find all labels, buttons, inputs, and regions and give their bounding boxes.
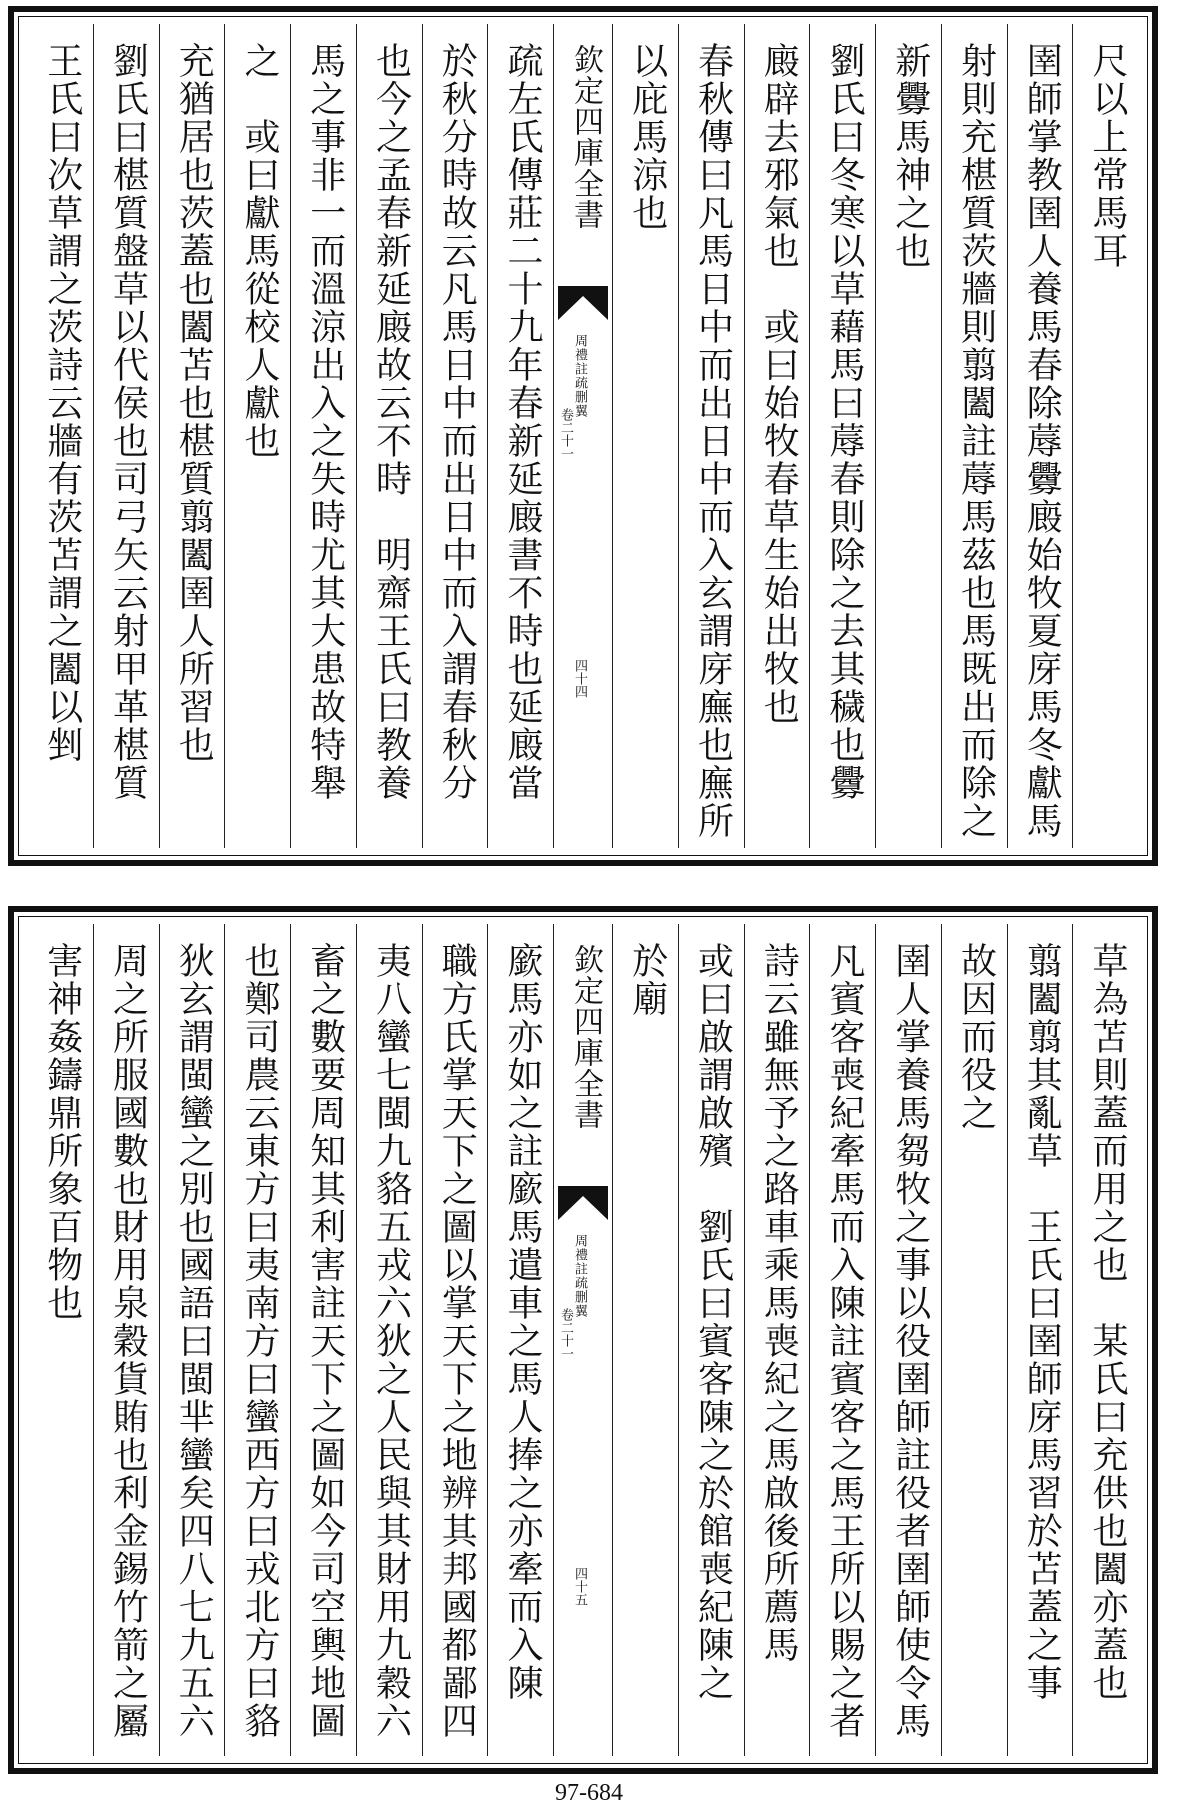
- fish-tail-ornament-icon: [558, 286, 608, 320]
- column-text: 疏左氏傳莊二十九年春新延廄書不時也延廄當: [502, 42, 543, 802]
- column-text: 春秋傳曰凡馬日中而出日中而入玄謂庌廡也廡所: [692, 42, 734, 840]
- text-column: [941, 24, 1007, 848]
- banner-page-number: 四十四: [572, 659, 587, 698]
- text-column: [809, 24, 875, 848]
- banner-volume: 卷二十一: [558, 408, 573, 460]
- column-text: 狄玄謂閩蠻之別也國語曰閩芈蠻矣四八七九五六: [173, 942, 215, 1740]
- top-page-columns: [28, 24, 1138, 848]
- column-text: 以庇馬涼也: [626, 42, 668, 232]
- column-text: 劉氏曰椹質盤草以代侯也司弓矢云射甲革椹質: [107, 42, 149, 802]
- column-text: 草為苫則蓋而用之也 某氏曰充供也闔亦蓋也: [1087, 942, 1128, 1702]
- column-text: 王氏曰次草謂之茨詩云牆有茨苫謂之闔以剉: [41, 42, 83, 764]
- column-text: 新釁馬神之也: [889, 42, 931, 270]
- column-text: 於廟: [626, 942, 668, 1018]
- text-column: [28, 24, 93, 848]
- bottom-page: [8, 906, 1158, 1774]
- banner-book-title: 周禮註疏删翼: [572, 1234, 587, 1318]
- text-column: [487, 924, 553, 1756]
- text-column: [356, 24, 422, 848]
- text-column: [487, 24, 553, 848]
- text-column: [356, 924, 422, 1756]
- column-text: 職方氏掌天下之圖以掌天下之地辨其邦國都鄙四: [436, 942, 478, 1740]
- text-column: [612, 24, 678, 848]
- banner-volume: 卷二十一: [558, 1308, 573, 1360]
- column-text: 詩云雖無予之路車乘馬喪紀之馬啟後所薦馬: [758, 942, 800, 1664]
- text-column: [612, 924, 678, 1756]
- text-column: [809, 924, 875, 1756]
- text-column: [744, 24, 810, 848]
- text-column: [28, 924, 93, 1756]
- column-text: 翦闔翦其亂草 王氏曰圉師庌馬習於苫蓋之事: [1021, 942, 1063, 1702]
- column-text: 之 或曰獻馬從校人獻也: [239, 42, 280, 460]
- column-text: 夷八蠻七閩九貉五戎六狄之人民與其財用九穀六: [370, 942, 412, 1740]
- text-column: [1007, 924, 1073, 1756]
- column-text: 馬之事非一而溫涼出入之失時尤其大患故特舉: [304, 42, 346, 802]
- text-column: [159, 24, 225, 848]
- column-text: 於秋分時故云凡馬日中而出日中而入謂春秋分: [436, 42, 478, 802]
- column-text: 圉師掌教圉人養馬春除蓐釁廄始牧夏庌馬冬獻馬: [1021, 42, 1063, 840]
- center-banner: [553, 924, 612, 1756]
- column-text: 害神姦鑄鼎所象百物也: [41, 942, 83, 1322]
- banner-title: 欽定四庫全書: [568, 44, 603, 230]
- text-column: [875, 24, 941, 848]
- column-text: 或曰啟謂啟殯 劉氏曰賓客陳之於館喪紀陳之: [692, 942, 734, 1702]
- text-column: [941, 924, 1007, 1756]
- top-page: [8, 6, 1158, 866]
- text-column: [1072, 24, 1138, 848]
- column-text: 故因而役之: [955, 942, 997, 1132]
- text-column: [678, 24, 744, 848]
- column-text: 也鄭司農云東方曰夷南方曰蠻西方曰戎北方曰貉: [239, 942, 280, 1740]
- text-column: [93, 924, 159, 1756]
- column-text: 也今之孟春新延廄故云不時 明齋王氏曰教養: [370, 42, 412, 802]
- bottom-page-columns: [28, 924, 1138, 1756]
- text-column: [93, 24, 159, 848]
- text-column: [1072, 924, 1138, 1756]
- column-text: 充猶居也茨蓋也闔苫也椹質翦闔圉人所習也: [173, 42, 215, 764]
- banner-title: 欽定四庫全書: [568, 944, 603, 1130]
- column-text: 周之所服國數也財用泉穀貨賄也利金錫竹箭之屬: [107, 942, 149, 1740]
- center-banner: [553, 24, 612, 848]
- text-column: [422, 924, 488, 1756]
- text-column: [159, 924, 225, 1756]
- text-column: [422, 24, 488, 848]
- text-column: [290, 924, 356, 1756]
- fish-tail-ornament-icon: [558, 1186, 608, 1220]
- column-text: 劉氏曰冬寒以草藉馬曰蓐春則除之去其穢也釁: [824, 42, 865, 802]
- column-text: 圉人掌養馬芻牧之事以役圉師註役者圉師使令馬: [889, 942, 931, 1740]
- text-column: [1007, 24, 1073, 848]
- column-text: 射則充椹質茨牆則翦闔註蓐馬茲也馬既出而除之: [955, 42, 997, 840]
- text-column: [678, 924, 744, 1756]
- text-column: [290, 24, 356, 848]
- text-column: [875, 924, 941, 1756]
- text-column: [224, 24, 290, 848]
- column-text: 尺以上常馬耳: [1087, 42, 1128, 270]
- reel-page-number: 97-684: [555, 1780, 623, 1806]
- column-text: 凡賓客喪紀牽馬而入陳註賓客之馬王所以賜之者: [824, 942, 865, 1740]
- banner-page-number: 四十五: [572, 1567, 587, 1606]
- column-text: 廞馬亦如之註廞馬遣車之馬人捧之亦牽而入陳: [502, 942, 543, 1702]
- banner-book-title: 周禮註疏删翼: [572, 334, 587, 418]
- column-text: 廄辟去邪氣也 或曰始牧春草生始出牧也: [758, 42, 800, 726]
- text-column: [224, 924, 290, 1756]
- column-text: 畜之數要周知其利害註天下之圖如今司空輿地圖: [304, 942, 346, 1740]
- text-column: [744, 924, 810, 1756]
